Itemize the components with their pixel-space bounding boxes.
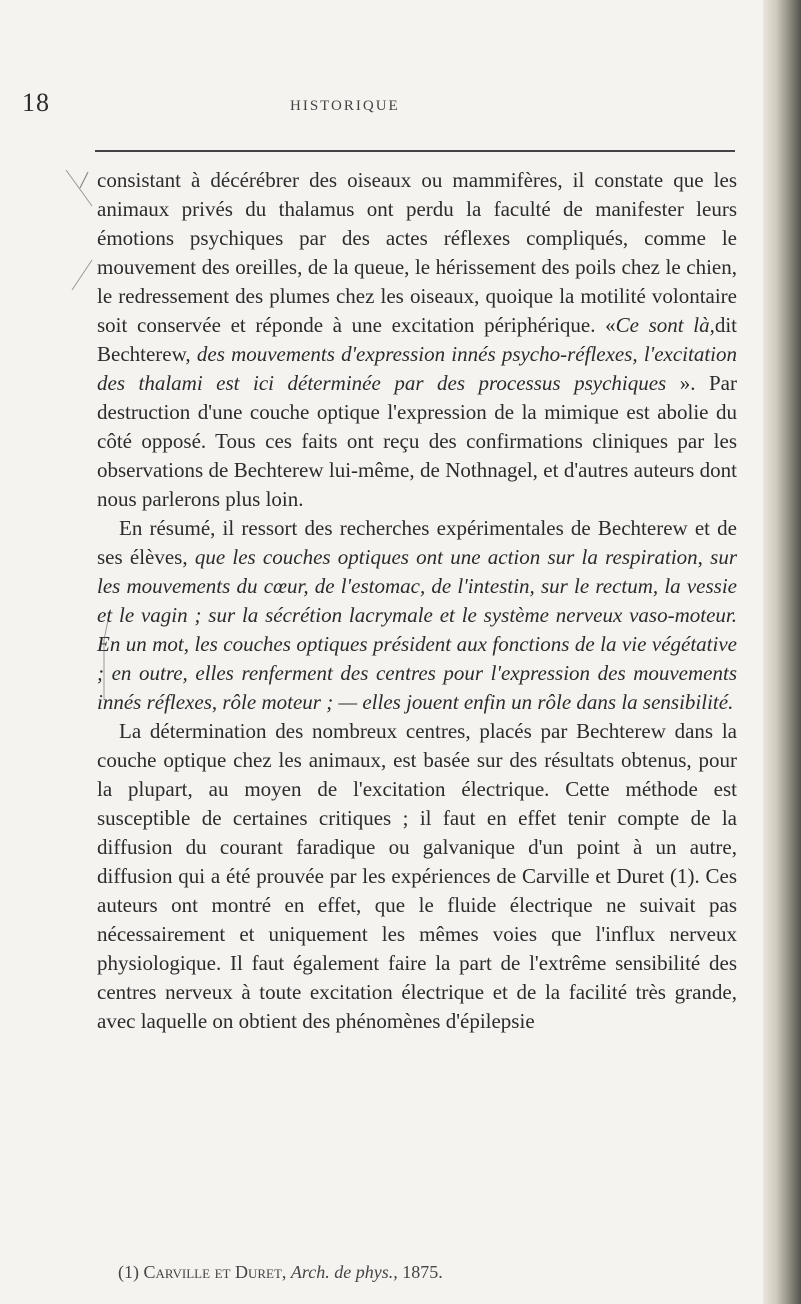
paragraph-3: La détermination des nombreux centres, placés par Bechterew dans la couche optique chez les animaux, est basée sur des résultats obtenus, pour la plupart, au moyen de l'excitation électrique. Cette méthode est susceptible de certaines critiques ; il faut en effet tenir compte de la diffusion du courant faradique ou galvanique d'un point à un autre, diffusion qui a été prouvée par les expériences de Carville et Duret (1). Ces auteurs ont montré en effet, que le fluide électrique ne suivait pas nécessairement et uniquement les mêmes voies que l'influx nerveux physiologique. Il faut également faire la part de l'extrême sensibilité des centres nerveux à toute excitation électrique et de la facilité très grande, avec laquelle on obtient des phénomènes d'épilepsie [97,719,737,1033]
body-text [97,166,737,1036]
paragraph-1: consistant à décérébrer des oiseaux ou mammifères, il constate que les animaux privés du thalamus ont perdu la faculté de manifester leurs émotions psychiques par des actes réflexes compliqués, comme le mouvement des oreilles, de la queue, le hérissement des poils chez le chien, le redressement des plumes chez les oiseaux, quoique la motilité volontaire soit conservée et réponde à une excitation périphérique. «Ce sont là,dit Bechterew, des mouvements d'expression innés psycho-réflexes, l'excitation des thalami est ici déterminée par des processus psychiques ». Par destruction d'une couche optique l'expression de la mimique est abolie du côté opposé. Tous ces faits ont reçu des confirmations cliniques par les observations de Bechterew lui-même, de Nothnagel, et d'autres auteurs dont nous parlerons plus loin. [97,168,738,511]
page-edge-shadow [763,0,801,1304]
paragraph-2: En résumé, il ressort des recherches expérimentales de Bechterew et de ses élèves, que les couches optiques ont une action sur la respiration, sur les mouvements du cœur, de l'estomac, de l'intestin, sur le rectum, la vessie et le vagin ; sur la sécrétion lacrymale et le système nerveux vaso-moteur. En un mot, les couches optiques président aux fonctions de la vie végétative ; en outre, elles renferment des centres pour l'expression des mouvements innés réflexes, rôle moteur ; — elles jouent enfin un rôle dans la sensibilité. [97,516,738,714]
running-head: HISTORIQUE [290,98,400,114]
header-rule [95,150,735,152]
footnote: (1) Carville et Duret, Arch. de phys., 1875. [118,1262,443,1282]
page-number: 18 [22,88,50,117]
